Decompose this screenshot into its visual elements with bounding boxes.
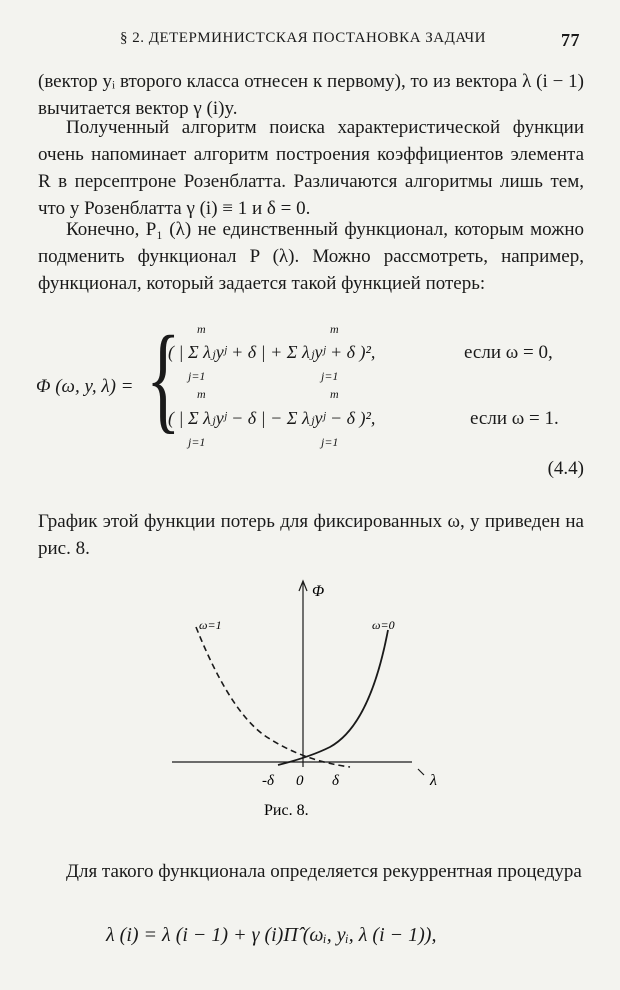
equation-case-2-condition: если ω = 1. <box>470 408 559 429</box>
equation-case-2: ( | Σ λⱼyʲ − δ | − Σ λⱼyʲ − δ )², <box>168 408 376 428</box>
paragraph-3: Конечно, P₁ (λ) не единственный функционал, которым можно подменить функционал P (λ). Можно рассмотреть, например, функционал, который задается такой функцией потерь: <box>38 219 584 294</box>
sum-lower-limit: j=1 <box>188 369 206 383</box>
running-header <box>120 30 580 50</box>
sum-upper-limit: m <box>197 387 206 401</box>
paragraph-5: Для такого функционала определяется рекуррентная процедура <box>66 861 582 882</box>
paragraph-4: График этой функции потерь для фиксированных ω, y приведен на рис. 8. <box>38 511 584 559</box>
page-number: 77 <box>561 30 580 50</box>
equation-case-1: ( | Σ λⱼyʲ + δ | + Σ λⱼyʲ + δ )², <box>168 342 376 362</box>
sum-lower-limit: j=1 <box>321 369 339 383</box>
tick-label-delta: δ <box>332 773 339 789</box>
equation-brace: { <box>146 311 181 444</box>
paragraph-1: (вектор yᵢ второго класса отнесен к первому), то из вектора λ (i − 1) вычитается вектор γ (i)y. <box>38 71 584 119</box>
sum-upper-limit: m <box>330 387 339 401</box>
equation-lhs: Φ (ω, y, λ) = <box>36 376 134 397</box>
tick-label-neg-delta: -δ <box>262 773 274 789</box>
sum-upper-limit: m <box>197 322 206 336</box>
x-axis-arrow <box>418 769 424 775</box>
x-axis-label: λ <box>430 772 437 789</box>
sum-lower-limit: j=1 <box>188 435 206 449</box>
sum-upper-limit: m <box>330 322 339 336</box>
y-axis-label: Φ <box>312 583 325 600</box>
sum-lower-limit: j=1 <box>321 435 339 449</box>
figure-caption: Рис. 8. <box>264 802 309 819</box>
recurrent-equation: λ (i) = λ (i − 1) + γ (i)Π̂ (ωᵢ, yᵢ, λ (i − 1)), <box>106 924 437 946</box>
header-title: § 2. ДЕТЕРМИНИСТСКАЯ ПОСТАНОВКА ЗАДАЧИ <box>120 30 486 46</box>
figure-8 <box>0 575 620 825</box>
curve-label-omega-1: ω=1 <box>199 618 222 632</box>
tick-label-zero: 0 <box>296 773 304 789</box>
equation-case-1-condition: если ω = 0, <box>464 342 553 363</box>
paragraph-2: Полученный алгоритм поиска характеристической функции очень напоминает алгоритм построения коэффициентов элемента R в персептроне Розенблатта. Различаются алгоритмы лишь тем, что у Розенблатта γ (i) ≡ 1 и δ = 0. <box>38 117 584 219</box>
equation-number: (4.4) <box>547 458 584 479</box>
curve-label-omega-0: ω=0 <box>372 618 395 632</box>
curve-omega-1 <box>196 627 350 767</box>
curve-omega-0 <box>278 630 388 765</box>
